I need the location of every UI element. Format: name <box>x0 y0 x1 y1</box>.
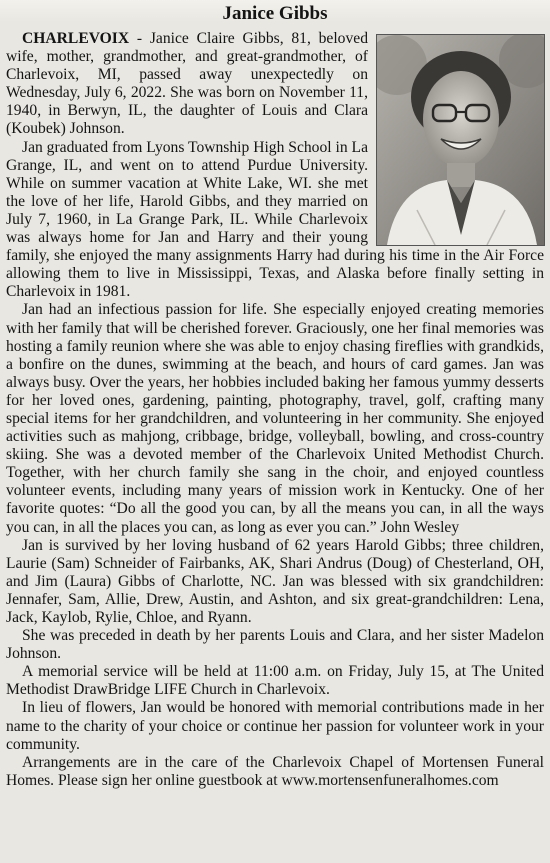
paragraph-4: Jan is survived by her loving husband of 62 years Harold Gibbs; three children, Laurie (Sam) Schneider of Fairbanks, AK, Shari Andrus (Doug) of Chesterland, OH, and Jim (Laura) Gibbs of Charlotte, NC. Jan was blessed with six grandchildren: Jennafer, Sam, Allie, Drew, Austin, and Ashton, and six great-grandchildren: Lena, Jack, Kaylob, Rylie, Chloe, and Ryann. <box>6 536 544 626</box>
paragraph-5: She was preceded in death by her parents Louis and Clara, and her sister Madelon Johnson. <box>6 627 544 663</box>
paragraph-8: Arrangements are in the care of the Charlevoix Chapel of Mortensen Funeral Homes. Please sign her online guestbook at www.mortensenfuneralhomes.com <box>6 753 544 789</box>
obituary-title: Janice Gibbs <box>222 3 328 24</box>
photo-spacer <box>368 30 544 244</box>
paragraph-7: In lieu of flowers, Jan would be honored with memorial contributions made in her name to the charity of your choice or continue her passion for volunteer work in your community. <box>6 699 544 753</box>
paragraph-1-text: - Janice Claire Gibbs, 81, beloved wife, mother, grandmother, and great-grandmother, of Charlevoix, MI, passed away unexpectedly on Wednesday, July 6, 2022. She was born on November 11, 1940, in Berwyn, IL, the daughter of Louis and Clara (Koubek) Johnson. <box>6 30 368 138</box>
paragraph-2: Jan graduated from Lyons Township High School in La Grange, IL, and went on to attend Purdue University. While on summer vacation at White Lake, WI. she met the love of her life, Harold Gibbs, and they married on July 7, 1960, in La Grange Park, IL. While Charlevoix was always home for Jan and Harry and their young family, she enjoyed the many assignments Harry had during his time in the Air Force allowing them to live in Mississippi, Texas, and Alaska before finally setting in Charlevoix in 1981. <box>6 138 544 301</box>
paragraph-3: Jan had an infectious passion for life. She especially enjoyed creating memories with her family that will be cherished forever. Graciously, one her final memories was hosting a family reunion where she was able to enjoy chasing fireflies with grandkids, a bonfire on the dunes, swimming at the beach, and hours of card games. Jan was always busy. Over the years, her hobbies included baking her famous yummy desserts for her loved ones, gardening, painting, photography, travel, golf, crafting many special items for her grandchildren, and volunteering in her community. She enjoyed activities such as mahjong, cribbage, bridge, volleyball, bowling, and cross-country skiing. She was a devoted member of the Charlevoix United Methodist Church. Together, with her church family she sang in the choir, and enjoyed countless volunteer events, including many years of mission work in Kentucky. One of her favorite quotes: “Do all the good you can, by all the means you can, in all the ways you can, in all the places you can, as long as ever you can.” John Wesley <box>6 301 544 536</box>
obituary-body <box>6 30 544 790</box>
paragraph-6: A memorial service will be held at 11:00 a.m. on Friday, July 15, at The United Methodist DrawBridge LIFE Church in Charlevoix. <box>6 663 544 699</box>
dateline: CHARLEVOIX <box>22 30 130 47</box>
